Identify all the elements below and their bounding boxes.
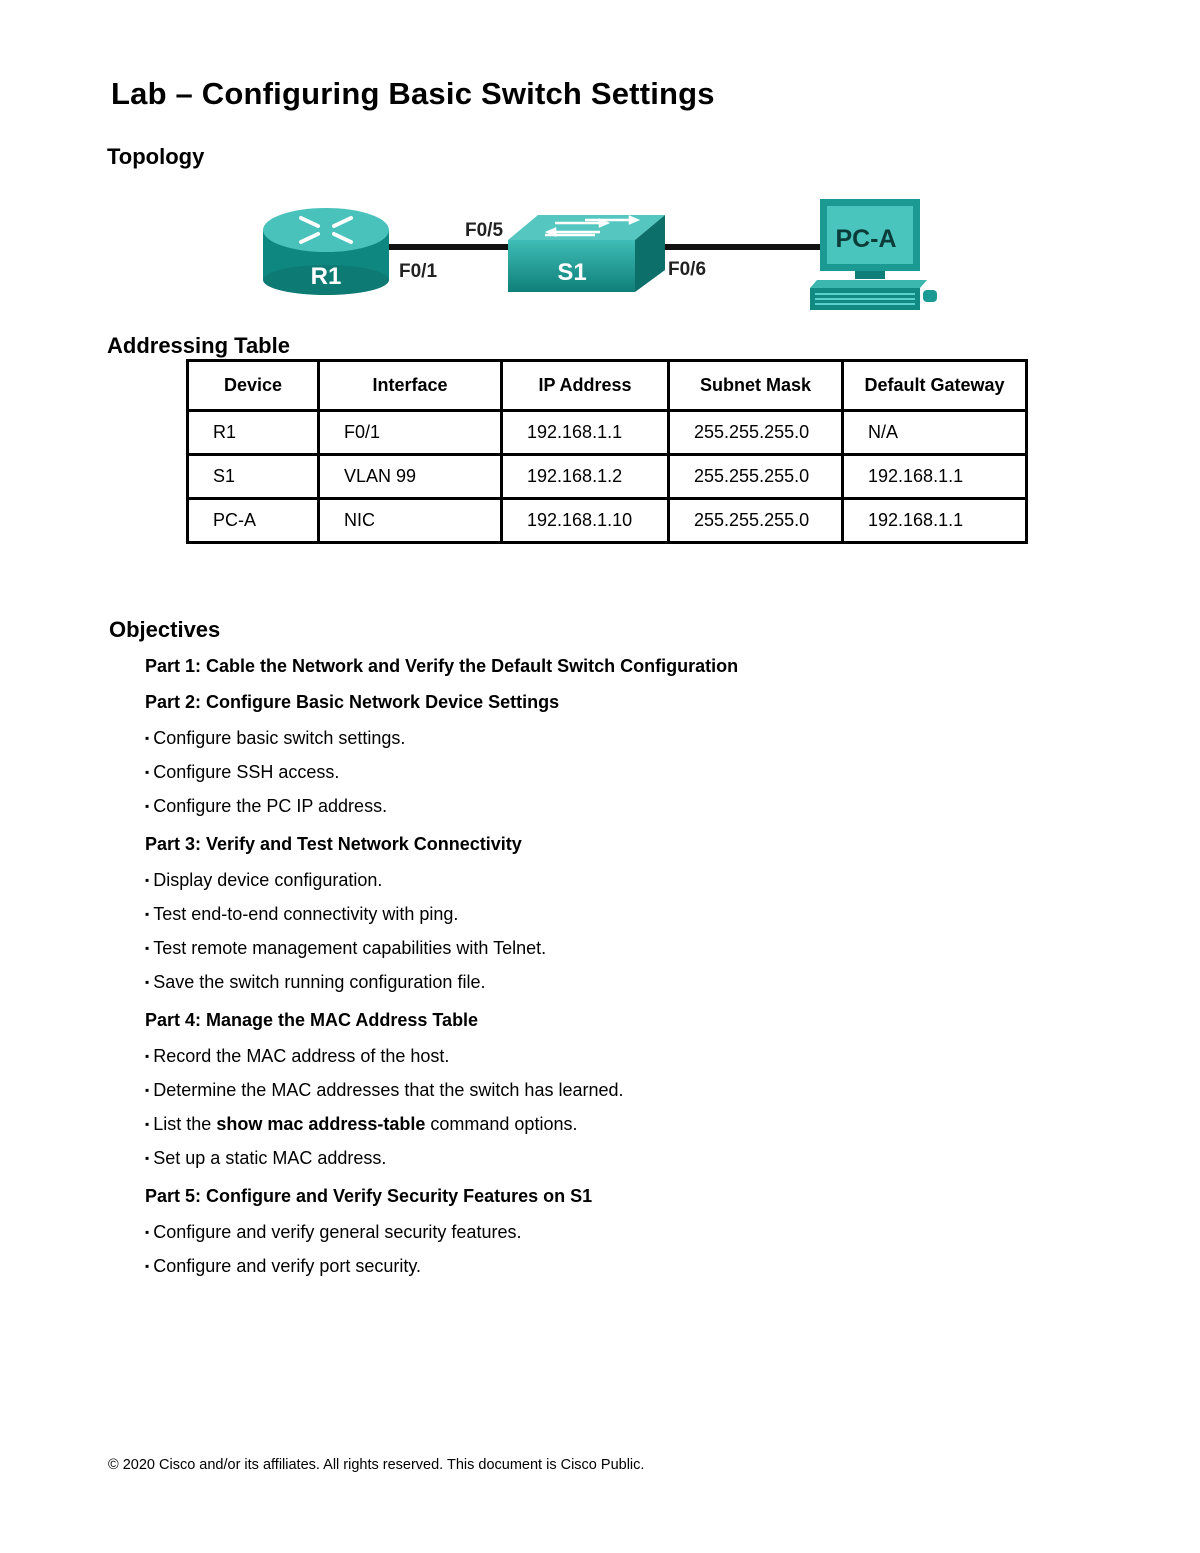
list-item: ▪ Display device configuration. — [145, 870, 383, 890]
table-row — [188, 499, 1027, 543]
list-item: ▪ Configure basic switch settings. — [145, 728, 406, 748]
bullet-icon: ▪ — [145, 1259, 150, 1273]
part-2-heading: Part 2: Configure Basic Network Device Settings — [145, 692, 560, 712]
objectives-list — [145, 655, 1125, 1289]
pc-label: PC-A — [835, 225, 897, 253]
col-device: Device — [188, 361, 319, 411]
list-item: ▪ Configure and verify general security features. — [145, 1222, 522, 1242]
objectives-heading: Objectives — [109, 617, 221, 642]
cell-interface: NIC — [319, 499, 502, 543]
bullet-icon: ▪ — [145, 941, 150, 955]
list-item: ▪ Configure the PC IP address. — [145, 796, 388, 816]
cell-ip: 192.168.1.1 — [502, 411, 669, 455]
table-row — [188, 411, 1027, 455]
addressing-heading: Addressing Table — [107, 333, 290, 358]
bullet-icon: ▪ — [145, 765, 150, 779]
cell-mask: 255.255.255.0 — [669, 499, 843, 543]
copyright-footer: © 2020 Cisco and/or its affiliates. All rights reserved. This document is Cisco Public. — [108, 1457, 645, 1473]
col-subnet-mask: Subnet Mask — [669, 361, 843, 411]
part-5-heading: Part 5: Configure and Verify Security Features on S1 — [145, 1186, 593, 1206]
addressing-table — [186, 359, 1028, 544]
cell-device: PC-A — [188, 499, 319, 543]
cell-interface: VLAN 99 — [319, 455, 502, 499]
cell-mask: 255.255.255.0 — [669, 411, 843, 455]
bullet-icon: ▪ — [145, 799, 150, 813]
topology-diagram — [255, 190, 955, 320]
list-item: ▪ Test end-to-end connectivity with ping. — [145, 904, 459, 924]
table-header-row — [188, 361, 1027, 411]
port-label-s1-uplink: F0/5 — [465, 220, 504, 241]
bullet-icon: ▪ — [145, 1151, 150, 1165]
list-item: ▪ List the show mac address-table command options. — [145, 1114, 578, 1134]
switch-icon — [508, 215, 665, 292]
list-item: ▪ Record the MAC address of the host. — [145, 1046, 450, 1066]
col-default-gateway: Default Gateway — [843, 361, 1027, 411]
switch-label: S1 — [557, 259, 587, 286]
cell-gateway: N/A — [843, 411, 1027, 455]
list-item: ▪ Save the switch running configuration file. — [145, 972, 486, 992]
part-1-heading: Part 1: Cable the Network and Verify the Default Switch Configuration — [145, 656, 739, 676]
bullet-icon: ▪ — [145, 907, 150, 921]
cell-interface: F0/1 — [319, 411, 502, 455]
part-4-heading: Part 4: Manage the MAC Address Table — [145, 1010, 479, 1030]
bullet-icon: ▪ — [145, 1117, 150, 1131]
router-label: R1 — [310, 263, 342, 290]
bullet-icon: ▪ — [145, 731, 150, 745]
cell-mask: 255.255.255.0 — [669, 455, 843, 499]
list-item: ▪ Determine the MAC addresses that the switch has learned. — [145, 1080, 624, 1100]
page-title: Lab – Configuring Basic Switch Settings — [111, 76, 715, 111]
col-interface: Interface — [319, 361, 502, 411]
cell-gateway: 192.168.1.1 — [843, 499, 1027, 543]
bullet-icon: ▪ — [145, 1049, 150, 1063]
bullet-icon: ▪ — [145, 873, 150, 887]
port-label-s1-pc: F0/6 — [668, 259, 707, 280]
cell-ip: 192.168.1.2 — [502, 455, 669, 499]
table-row — [188, 455, 1027, 499]
part-3-heading: Part 3: Verify and Test Network Connectivity — [145, 834, 522, 854]
cell-device: S1 — [188, 455, 319, 499]
bullet-icon: ▪ — [145, 1083, 150, 1097]
cell-gateway: 192.168.1.1 — [843, 455, 1027, 499]
router-icon — [263, 208, 389, 295]
list-item: ▪ Configure SSH access. — [145, 762, 340, 782]
pc-icon — [810, 199, 937, 310]
list-item: ▪ Set up a static MAC address. — [145, 1148, 387, 1168]
port-label-r1: F0/1 — [399, 261, 438, 282]
topology-heading: Topology — [107, 144, 205, 169]
cell-ip: 192.168.1.10 — [502, 499, 669, 543]
col-ip-address: IP Address — [502, 361, 669, 411]
list-item: ▪ Test remote management capabilities with Telnet. — [145, 938, 547, 958]
list-item: ▪ Configure and verify port security. — [145, 1256, 422, 1276]
bullet-icon: ▪ — [145, 1225, 150, 1239]
bullet-icon: ▪ — [145, 975, 150, 989]
cell-device: R1 — [188, 411, 319, 455]
command-text: show mac address-table — [216, 1114, 426, 1134]
